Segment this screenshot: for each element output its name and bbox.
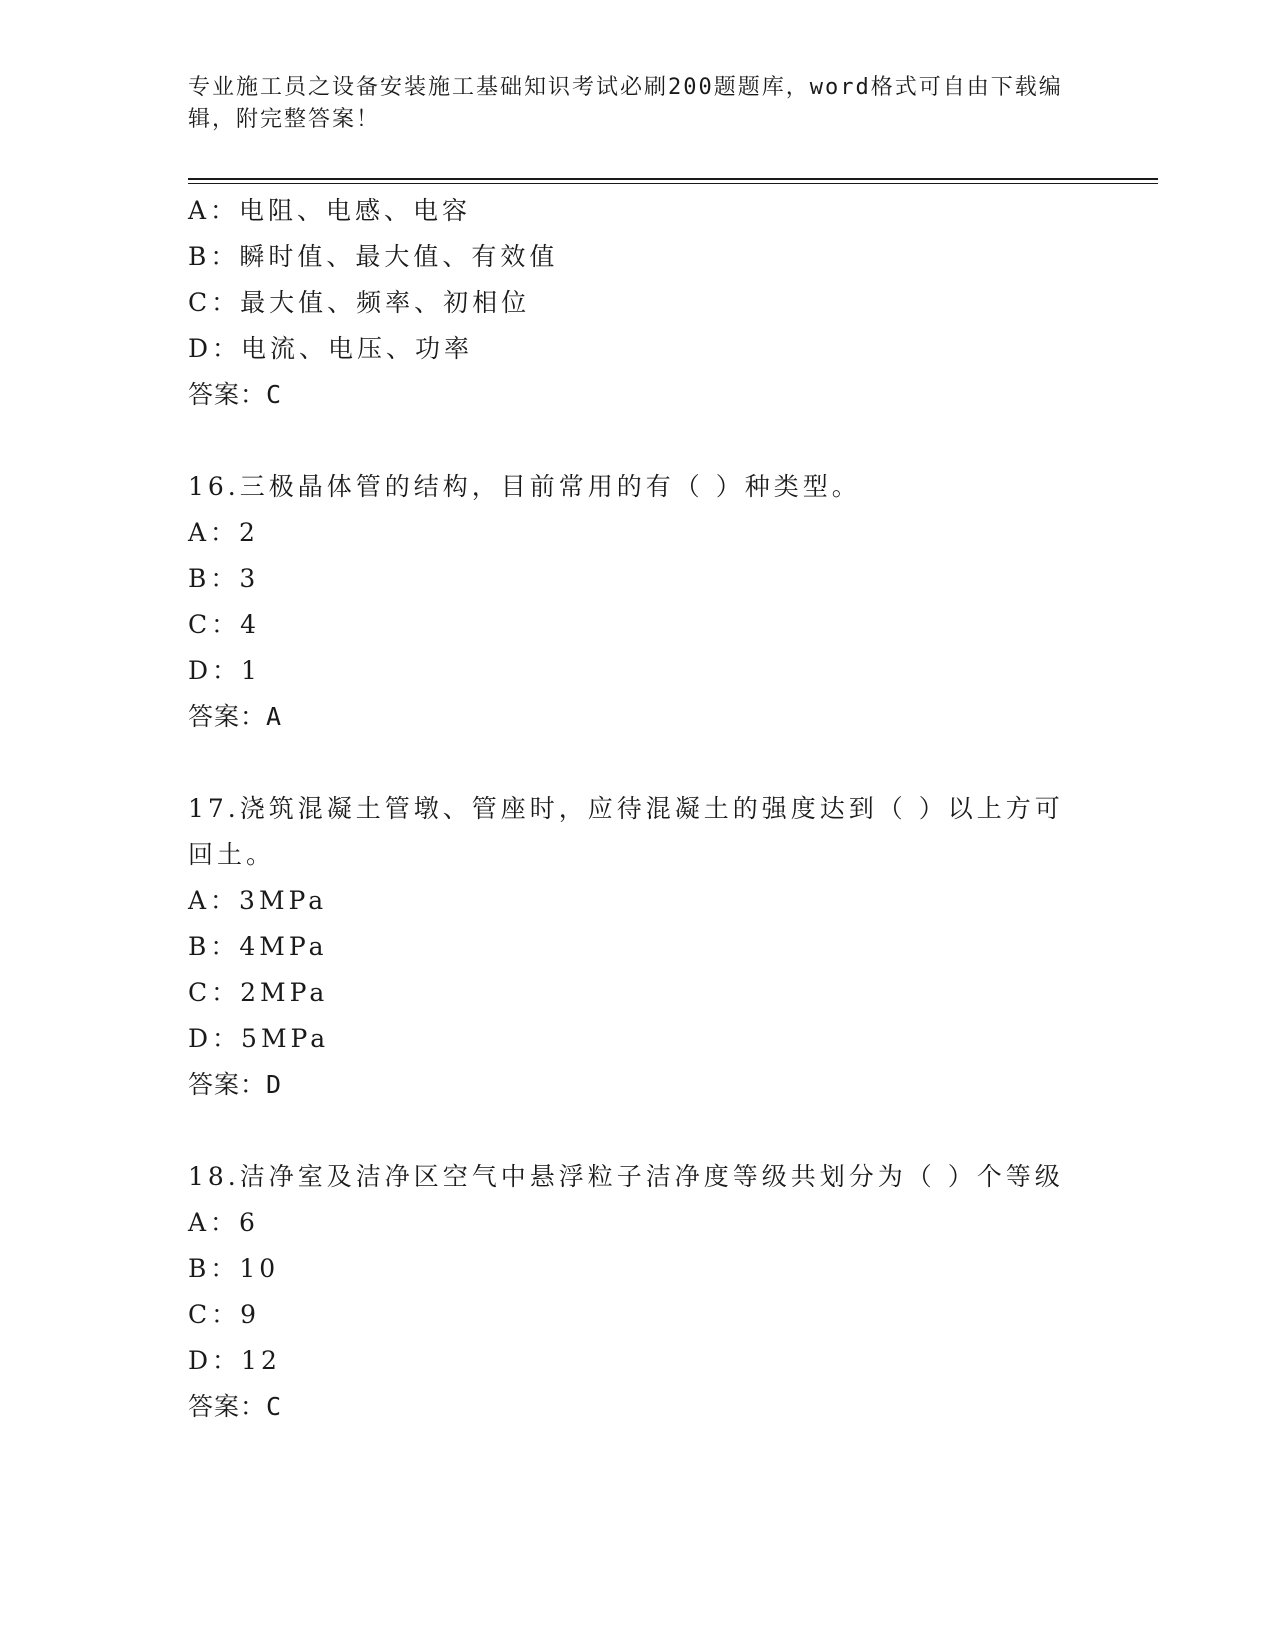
option-a: A：2 bbox=[188, 518, 259, 547]
option-d: D：12 bbox=[188, 1346, 281, 1375]
document-header: 专业施工员之设备安装施工基础知识考试必刷200题题库，word格式可自由下载编辑，附完整答案！ bbox=[188, 75, 1063, 132]
answer-line: 答案：C bbox=[188, 380, 283, 409]
option-b: B：3 bbox=[188, 564, 260, 593]
question-block bbox=[188, 1154, 1088, 1430]
question-text: 16.三极晶体管的结构，目前常用的有（ ）种类型。 bbox=[188, 472, 861, 501]
option-b: B：4MPa bbox=[188, 932, 328, 961]
question-block bbox=[188, 464, 1088, 740]
option-b: B：瞬时值、最大值、有效值 bbox=[188, 242, 559, 271]
header-divider-thin bbox=[188, 183, 1158, 184]
option-b: B：10 bbox=[188, 1254, 280, 1283]
question-list bbox=[188, 188, 1088, 1430]
answer-line: 答案：D bbox=[188, 1070, 283, 1099]
option-c: C：9 bbox=[188, 1300, 261, 1329]
question-block-partial bbox=[188, 188, 1088, 418]
option-a: A：电阻、电感、电容 bbox=[188, 196, 472, 225]
option-a: A：6 bbox=[188, 1208, 259, 1237]
answer-line: 答案：A bbox=[188, 702, 283, 731]
option-d: D：5MPa bbox=[188, 1024, 330, 1053]
header-divider-thick bbox=[188, 178, 1158, 180]
option-c: C：2MPa bbox=[188, 978, 329, 1007]
option-d: D：电流、电压、功率 bbox=[188, 334, 474, 363]
option-c: C：最大值、频率、初相位 bbox=[188, 288, 531, 317]
option-c: C：4 bbox=[188, 610, 261, 639]
answer-line: 答案：C bbox=[188, 1392, 283, 1421]
question-text: 17.浇筑混凝土管墩、管座时，应待混凝土的强度达到（ ）以上方可回土。 bbox=[188, 794, 1064, 869]
option-a: A：3MPa bbox=[188, 886, 328, 915]
question-block bbox=[188, 786, 1088, 1108]
option-d: D：1 bbox=[188, 656, 261, 685]
question-text: 18.洁净室及洁净区空气中悬浮粒子洁净度等级共划分为（ ）个等级 bbox=[188, 1162, 1064, 1191]
